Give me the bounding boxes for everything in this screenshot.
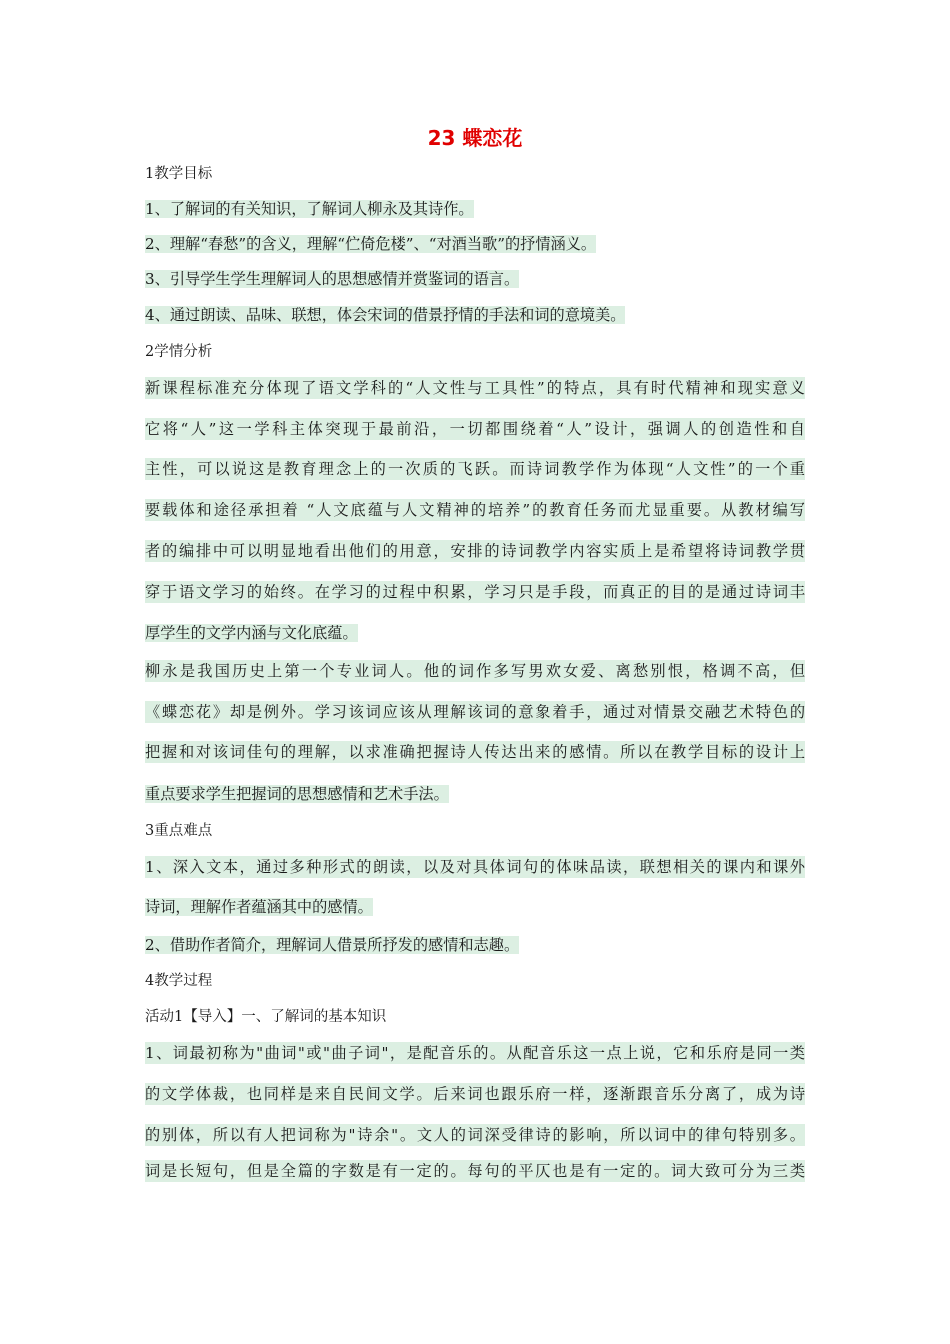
text-line-content: 2、理解“春愁”的含义，理解“伫倚危楼”、“对酒当歌”的抒情涵义。: [145, 235, 597, 253]
text-line: [145, 701, 805, 727]
text-line: [145, 233, 805, 259]
text-line-content: 1教学目标: [145, 166, 213, 182]
text-line-content: 的别体，所以有人把词称为"诗余"。文人的词深受律诗的影响，所以词中的律句特别多。: [145, 1126, 805, 1144]
text-line: [145, 622, 805, 648]
text-line-content: 4、通过朗读、品味、联想，体会宋词的借景抒情的手法和词的意境美。: [145, 306, 626, 324]
text-line-content: 的文学体裁，也同样是来自民间文学。后来词也跟乐府一样，逐渐跟音乐分离了，成为诗: [145, 1085, 805, 1103]
text-line: [145, 418, 805, 444]
text-line: [145, 458, 805, 484]
text-line-content: 3、引导学生学生理解词人的思想感情并赏鉴词的语言。: [145, 270, 520, 288]
text-line-content: 2、借助作者简介，理解词人借景所抒发的感情和志趣。: [145, 936, 520, 954]
text-line-content: 2学情分析: [145, 344, 213, 360]
text-line: [145, 896, 805, 922]
text-line: [145, 741, 805, 767]
text-line: [145, 660, 805, 686]
text-line: [145, 856, 805, 882]
text-line-content: 柳永是我国历史上第一个专业词人。他的词作多写男欢女爱、离愁别恨，格调不高，但: [145, 662, 805, 680]
text-line: [145, 268, 805, 294]
text-line-content: 者的编排中可以明显地看出他们的用意，安排的诗词教学内容实质上是希望将诗词教学贯: [145, 542, 805, 560]
text-line: [145, 377, 805, 403]
text-line: [145, 1042, 805, 1068]
text-line-content: 1、词最初称为"曲词"或"曲子词"，是配音乐的。从配音乐这一点上说，它和乐府是同一类: [145, 1044, 805, 1062]
text-line-content: 词是长短句，但是全篇的字数是有一定的。每句的平仄也是有一定的。词大致可分为三类: [145, 1162, 805, 1180]
text-line-content: 《蝶恋花》却是例外。学习该词应该从理解该词的意象着手，通过对情景交融艺术特色的: [145, 703, 805, 721]
text-line: [145, 783, 805, 809]
text-line-content: 重点要求学生把握词的思想感情和艺术手法。: [145, 785, 449, 803]
text-line-content: 4教学过程: [145, 973, 213, 989]
text-line-content: 要载体和途径承担着 “人文底蕴与人文精神的培养”的教育任务而尤显重要。从教材编写: [145, 501, 805, 519]
text-line-content: 1、深入文本，通过多种形式的朗读，以及对具体词句的体味品读，联想相关的课内和课外: [145, 858, 805, 876]
text-line: [145, 1160, 805, 1186]
text-line-content: 3重点难点: [145, 823, 213, 839]
text-line-content: 主性，可以说这是教育理念上的一次质的飞跃。而诗词教学作为体现“人文性”的一个重: [145, 460, 805, 478]
section-heading: [145, 341, 805, 367]
text-line-content: 新课程标准充分体现了语文学科的“人文性与工具性”的特点，具有时代精神和现实意义: [145, 379, 805, 397]
text-line: [145, 934, 805, 960]
text-line: [145, 1124, 805, 1150]
text-line-content: 把握和对该词佳句的理解，以求准确把握诗人传达出来的感情。所以在教学目标的设计上: [145, 743, 805, 761]
text-line-content: 穿于语文学习的始终。在学习的过程中积累，学习只是手段，而真正的目的是通过诗词丰: [145, 583, 805, 601]
text-line: [145, 1083, 805, 1109]
section-heading: [145, 970, 805, 996]
text-line: [145, 499, 805, 525]
text-line-content: 活动1【导入】一、了解词的基本知识: [145, 1009, 387, 1025]
text-line-content: 它将“人”这一学科主体突现于最前沿，一切都围绕着“人”设计，强调人的创造性和自: [145, 420, 805, 438]
text-line-content: 1、了解词的有关知识，了解词人柳永及其诗作。: [145, 200, 474, 218]
text-line-content: 诗词，理解作者蕴涵其中的感情。: [145, 898, 373, 916]
document-title: 23 蝶恋花: [427, 126, 523, 150]
text-line: [145, 540, 805, 566]
section-heading: [145, 163, 805, 189]
text-line-content: 厚学生的文学内涵与文化底蕴。: [145, 624, 358, 642]
text-line: [145, 304, 805, 330]
text-line: [145, 581, 805, 607]
section-heading: [145, 820, 805, 846]
text-line: [145, 198, 805, 224]
section-heading: [145, 1006, 805, 1032]
